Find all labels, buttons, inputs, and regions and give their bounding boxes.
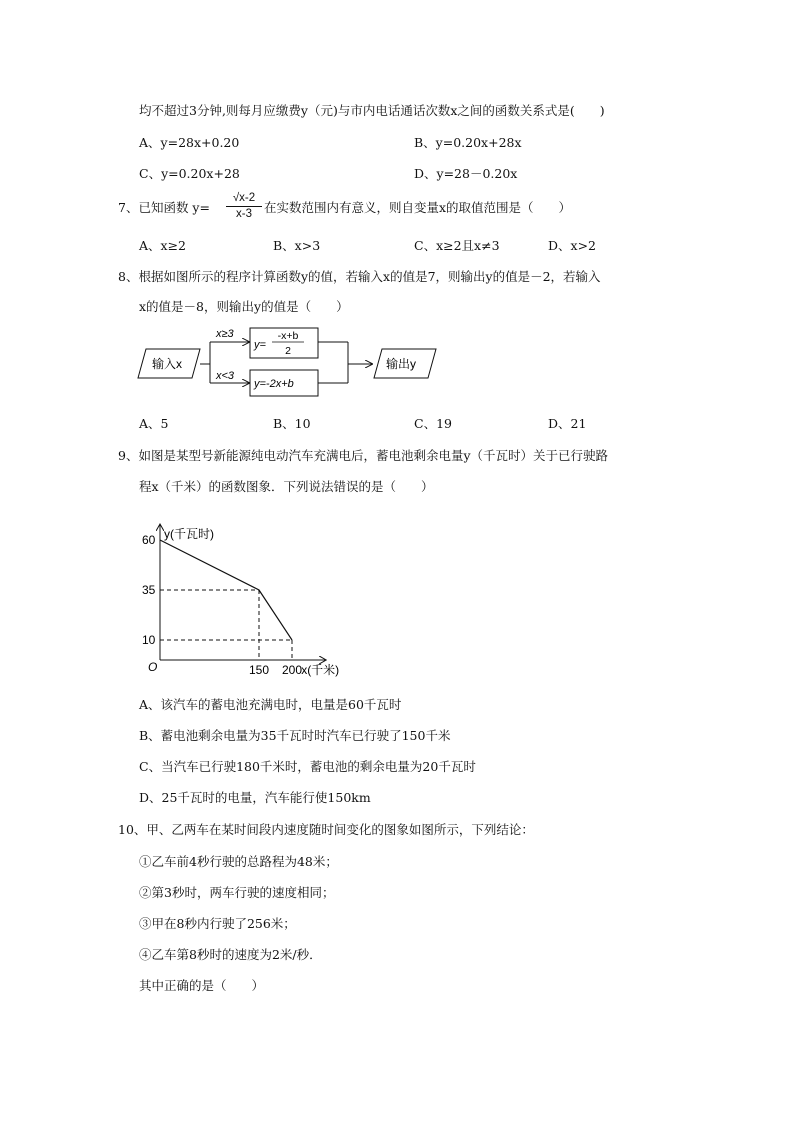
q8-option-d: D、21 [548, 416, 587, 431]
q8-option-a: A、5 [139, 416, 169, 431]
q9-option-d: D、25千瓦时的电量，汽车能行使150km [139, 790, 371, 805]
q7-prefix: 7、已知函数 y= [118, 200, 210, 215]
y-tick-35: 35 [142, 583, 156, 597]
q8-option-b: B、10 [273, 416, 311, 431]
q10-closing: 其中正确的是（ ） [139, 978, 265, 993]
q6-option-a: A、y=28x+0.20 [139, 135, 240, 150]
q8-line1: 8、根据如图所示的程序计算函数y的值，若输入x的值是7，则输出y的值是－2，若输入 [118, 269, 601, 284]
program-flowchart [130, 320, 450, 400]
q9-option-b: B、蓄电池剩余电量为35千瓦时时汽车已行驶了150千米 [139, 728, 451, 743]
top-formula-left: y= [254, 339, 266, 351]
q10-item-1: ①乙车前4秒行驶的总路程为48米； [139, 854, 338, 869]
y-tick-60: 60 [142, 533, 156, 547]
q7-numerator: √x-2 [226, 191, 262, 207]
q9-option-c: C、当汽车已行驶180千米时，蓄电池的剩余电量为20千瓦时 [139, 759, 476, 774]
q6-option-b: B、y=0.20x+28x [414, 135, 522, 150]
q8-option-c: C、19 [414, 416, 452, 431]
q7-denominator: x-3 [236, 208, 252, 220]
q10-item-4: ④乙车第8秒时的速度为2米/秒． [139, 947, 322, 962]
y-axis-label: y(千瓦时) [164, 527, 214, 541]
q7-option-c: C、x≥2且x≠3 [414, 238, 500, 253]
output-label: 输出y [386, 357, 417, 371]
cond-top: x≥3 [216, 328, 234, 340]
q9-line1: 9、如图是某型号新能源纯电动汽车充满电后，蓄电池剩余电量y（千瓦时）关于已行驶路 [118, 448, 609, 463]
q7-option-b: B、x>3 [273, 238, 321, 253]
bottom-formula: y=-2x+b [254, 378, 294, 390]
battery-chart [130, 505, 380, 680]
top-formula-den: 2 [285, 345, 291, 357]
top-formula-num: -x+b [277, 330, 299, 342]
y-tick-10: 10 [142, 633, 156, 647]
q7-suffix: 在实数范围内有意义，则自变量x的取值范围是（ ） [264, 200, 572, 215]
q8-line2: x的值是－8，则输出y的值是（ ） [139, 299, 349, 314]
q10-item-2: ②第3秒时，两车行驶的速度相同； [139, 885, 335, 900]
q7-option-a: A、x≥2 [139, 238, 187, 253]
origin-label: O [148, 660, 158, 674]
cond-bottom: x<3 [216, 370, 235, 382]
x-axis-label: x(千米) [301, 663, 340, 677]
q10-stem: 10、甲、乙两车在某时间段内速度随时间变化的图象如图所示，下列结论： [118, 822, 534, 837]
x-tick-200: 200 [281, 663, 303, 677]
input-label: 输入x [152, 357, 183, 371]
q6-option-c: C、y=0.20x+28 [139, 166, 240, 181]
q9-option-a: A、该汽车的蓄电池充满电时，电量是60千瓦时 [139, 697, 402, 712]
q9-line2: 程x（千米）的函数图象．下列说法错误的是（ ） [139, 479, 434, 494]
q6-stem-tail: 均不超过3分钟,则每月应缴费y（元)与市内电话通话次数x之间的函数关系式是( ) [139, 103, 605, 118]
q7-option-d: D、x>2 [548, 238, 596, 253]
q6-option-d: D、y=28－0.20x [414, 166, 518, 181]
x-tick-150: 150 [248, 663, 270, 677]
q7-fraction [226, 191, 262, 222]
q10-item-3: ③甲在8秒内行驶了256米； [139, 916, 296, 931]
